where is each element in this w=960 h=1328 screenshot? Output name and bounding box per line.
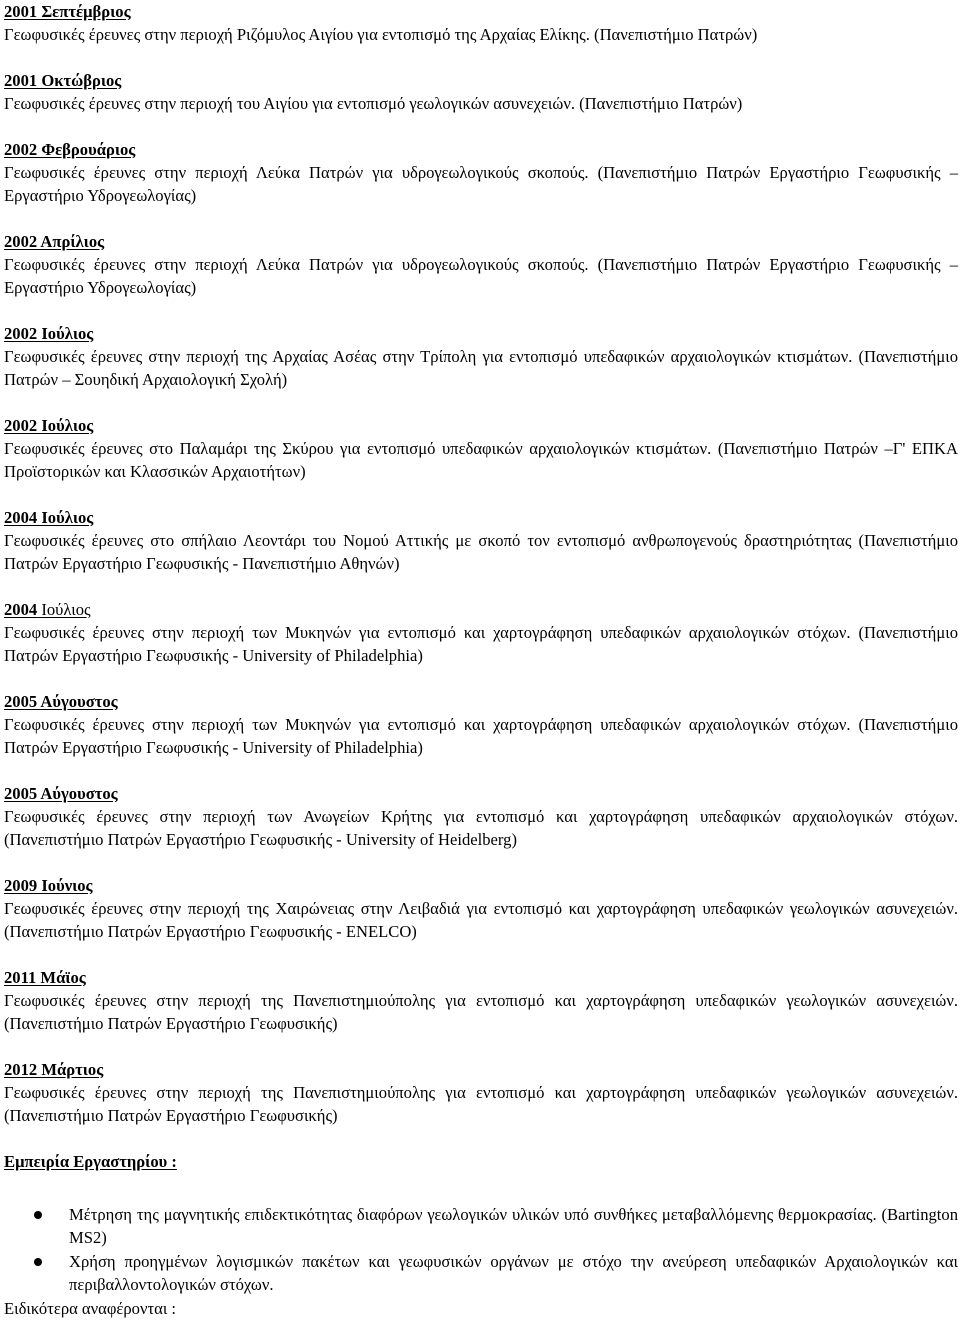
entry-2001-sep <box>4 0 958 46</box>
entry-date: 2005 Αύγουστος <box>4 692 118 711</box>
entry-date: 2005 Αύγουστος <box>4 784 118 803</box>
entry-date: 2002 Απρίλιος <box>4 232 105 251</box>
entry-2002-jul-skyros <box>4 414 958 483</box>
entry-date-month: Ιούλιος <box>41 600 91 619</box>
entry-2009-jun <box>4 874 958 943</box>
bullet-icon <box>34 1258 42 1266</box>
list-item-text: Χρήση προηγμένων λογισμικών πακέτων και γεωφυσικών οργάνων με στόχο την ανεύρεση υπεδαφικών Αρχαιολογικών και περιβαλλοντολογικών στόχων. <box>69 1252 958 1294</box>
specifics-label: Ειδικότερα αναφέρονται : <box>4 1299 177 1318</box>
entry-2005-aug-mycenae <box>4 690 958 759</box>
lab-experience-heading: Εμπειρία Εργαστηρίου : <box>4 1152 177 1171</box>
entry-text: Γεωφυσικές έρευνες στην περιοχή της Πανεπιστημιούπολης για εντοπισμό και χαρτογράφηση υπεδαφικών γεωλογικών ασυνεχειών. (Πανεπιστήμιο Πατρών Εργαστήριο Γεωφυσικής) <box>4 1083 958 1125</box>
entry-text: Γεωφυσικές έρευνες στο σπήλαιο Λεοντάρι του Νομού Αττικής με σκοπό τον εντοπισμό ανθρωπογενούς δραστηριότητας (Πανεπιστήμιο Πατρών Εργαστήριο Γεωφυσικής - Πανεπιστήμιο Αθηνών) <box>4 531 958 573</box>
document-page <box>4 0 958 1320</box>
entry-2001-oct <box>4 69 958 115</box>
bullet-icon <box>34 1211 42 1219</box>
lab-experience-list <box>4 1203 958 1296</box>
list-item <box>4 1203 958 1249</box>
entry-text: Γεωφυσικές έρευνες στην περιοχή των Μυκηνών για εντοπισμό και χαρτογράφηση υπεδαφικών αρχαιολογικών στόχων. (Πανεπιστήμιο Πατρών Εργαστήριο Γεωφυσικής - University of Philadelphia) <box>4 715 958 757</box>
entry-2005-aug-anogeia <box>4 782 958 851</box>
entry-date: 2004 Ιούλιος <box>4 508 94 527</box>
entry-text: Γεωφυσικές έρευνες στην περιοχή της Πανεπιστημιούπολης για εντοπισμό και χαρτογράφηση υπεδαφικών γεωλογικών ασυνεχειών. (Πανεπιστήμιο Πατρών Εργαστήριο Γεωφυσικής) <box>4 991 958 1033</box>
entry-text: Γεωφυσικές έρευνες στην περιοχή των Ανωγείων Κρήτης για εντοπισμό και χαρτογράφηση υπεδαφικών αρχαιολογικών στόχων. (Πανεπιστήμιο Πατρών Εργαστήριο Γεωφυσικής - University of Heidelberg) <box>4 807 958 849</box>
entry-date: 2001 Οκτώβριος <box>4 71 122 90</box>
list-item <box>4 1250 958 1296</box>
entry-date: 2002 Ιούλιος <box>4 324 94 343</box>
entry-text: Γεωφυσικές έρευνες στο Παλαμάρι της Σκύρου για εντοπισμό υπεδαφικών αρχαιολογικών κτισμάτων. (Πανεπιστήμιο Πατρών –Γ' ΕΠΚΑ Προϊστορικών και Κλασσικών Αρχαιοτήτων) <box>4 439 958 481</box>
entry-text: Γεωφυσικές έρευνες στην περιοχή Λεύκα Πατρών για υδρογεωλογικούς σκοπούς. (Πανεπιστήμιο Πατρών Εργαστήριο Γεωφυσικής –Εργαστήριο Υδρογεωλογίας) <box>4 255 958 297</box>
entry-text: Γεωφυσικές έρευνες στην περιοχή του Αιγίου για εντοπισμό γεωλογικών ασυνεχειών. (Πανεπιστήμιο Πατρών) <box>4 94 743 113</box>
entry-date: 2001 Σεπτέμβριος <box>4 2 131 21</box>
entry-2002-apr <box>4 230 958 299</box>
entry-2004-jul-leontari <box>4 506 958 575</box>
entry-date: 2002 Ιούλιος <box>4 416 94 435</box>
entry-2002-jul-asea <box>4 322 958 391</box>
entry-text: Γεωφυσικές έρευνες στην περιοχή των Μυκηνών για εντοπισμό και χαρτογράφηση υπεδαφικών αρχαιολογικών στόχων. (Πανεπιστήμιο Πατρών Εργαστήριο Γεωφυσικής - University of Philadelphia) <box>4 623 958 665</box>
entry-date: 2012 Μάρτιος <box>4 1060 104 1079</box>
entry-2002-feb <box>4 138 958 207</box>
entry-date: 2002 Φεβρουάριος <box>4 140 136 159</box>
entry-text: Γεωφυσικές έρευνες στην περιοχή της Αρχαίας Ασέας στην Τρίπολη για εντοπισμό υπεδαφικών αρχαιολογικών κτισμάτων. (Πανεπιστήμιο Πατρών – Σουηδική Αρχαιολογική Σχολή) <box>4 347 958 389</box>
entry-date <box>4 598 91 621</box>
entry-date: 2009 Ιούνιος <box>4 876 93 895</box>
entry-2012-mar <box>4 1058 958 1127</box>
list-item-text: Μέτρηση της μαγνητικής επιδεκτικότητας διαφόρων γεωλογικών υλικών υπό συνθήκες μεταβαλλόμενης θερμοκρασίας. (Bartington MS2) <box>69 1205 958 1247</box>
entry-text: Γεωφυσικές έρευνες στην περιοχή της Χαιρώνειας στην Λειβαδιά για εντοπισμό και χαρτογράφηση υπεδαφικών γεωλογικών ασυνεχειών. (Πανεπιστήμιο Πατρών Εργαστήριο Γεωφυσικής - ENELCO) <box>4 899 958 941</box>
entry-text: Γεωφυσικές έρευνες στην περιοχή Ριζόμυλος Αιγίου για εντοπισμό της Αρχαίας Ελίκης. (Πανεπιστήμιο Πατρών) <box>4 25 758 44</box>
entry-date: 2011 Μάϊος <box>4 968 86 987</box>
entry-2011-may <box>4 966 958 1035</box>
entry-2004-jul-mycenae <box>4 598 958 667</box>
entry-date-year: 2004 <box>4 600 38 619</box>
entry-text: Γεωφυσικές έρευνες στην περιοχή Λεύκα Πατρών για υδρογεωλογικούς σκοπούς. (Πανεπιστήμιο Πατρών Εργαστήριο Γεωφυσικής –Εργαστήριο Υδρογεωλογίας) <box>4 163 958 205</box>
